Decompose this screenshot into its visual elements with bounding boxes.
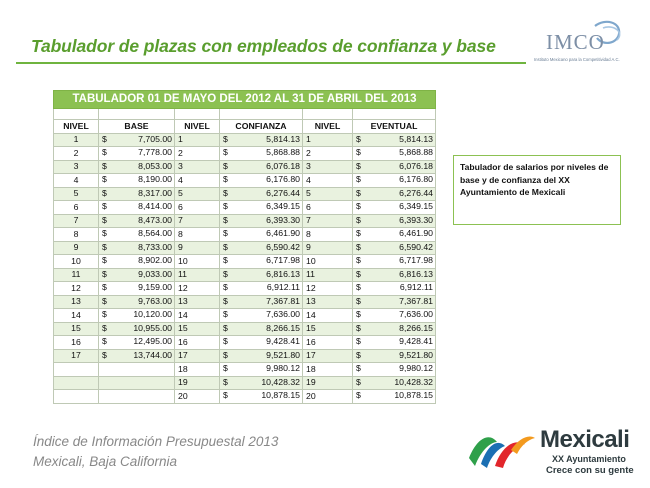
table-row	[54, 336, 436, 350]
level-cell: 11	[303, 268, 353, 282]
level-cell: 9	[303, 241, 353, 255]
mexicali-logo-name: Mexicali	[540, 426, 630, 453]
currency-symbol: $	[102, 309, 107, 319]
table-row	[54, 363, 436, 377]
amount-value: 6,912.11	[399, 282, 433, 292]
level-cell: 8	[54, 228, 99, 242]
amount-cell	[99, 295, 175, 309]
currency-symbol: $	[102, 187, 107, 198]
amount-cell	[220, 201, 303, 215]
currency-symbol: $	[102, 133, 107, 144]
currency-symbol: $	[356, 201, 361, 211]
currency-symbol: $	[356, 349, 361, 360]
amount-value: 9,428.41	[266, 336, 300, 346]
amount-value: 6,176.80	[266, 174, 300, 184]
level-cell: 8	[175, 228, 220, 242]
currency-symbol: $	[223, 255, 228, 265]
amount-value: 8,317.00	[138, 187, 172, 198]
footer-title: Índice de Información Presupuestal 2013	[33, 434, 279, 449]
amount-value: 9,521.80	[399, 349, 433, 360]
column-header: NIVEL	[303, 120, 353, 134]
amount-cell	[99, 133, 175, 147]
footer-location: Mexicali, Baja California	[33, 454, 178, 469]
table-row	[54, 255, 436, 269]
level-cell	[54, 376, 99, 390]
table-row	[54, 349, 436, 363]
table-row	[54, 322, 436, 336]
table-row	[54, 201, 436, 215]
amount-cell	[220, 336, 303, 350]
amount-value: 8,564.00	[138, 228, 172, 238]
table-row	[54, 282, 436, 296]
amount-value: 8,902.00	[138, 255, 172, 265]
amount-value: 6,393.30	[399, 214, 433, 225]
amount-cell	[99, 174, 175, 188]
amount-value: 9,980.12	[399, 363, 433, 373]
amount-cell	[353, 336, 436, 350]
currency-symbol: $	[223, 295, 228, 306]
amount-value: 6,461.90	[266, 228, 300, 238]
amount-cell	[353, 376, 436, 390]
currency-symbol: $	[356, 147, 361, 157]
currency-symbol: $	[356, 282, 361, 292]
table-row	[54, 187, 436, 201]
amount-value: 6,816.13	[399, 268, 433, 279]
level-cell: 17	[303, 349, 353, 363]
level-cell: 4	[175, 174, 220, 188]
currency-symbol: $	[223, 160, 228, 171]
amount-cell	[220, 255, 303, 269]
level-cell: 20	[175, 390, 220, 404]
amount-cell	[220, 228, 303, 242]
imco-logo-tagline: Instituto Mexicano para la Competitividad A.C.	[534, 57, 620, 62]
currency-symbol: $	[223, 322, 228, 333]
level-cell: 1	[175, 133, 220, 147]
amount-cell	[353, 309, 436, 323]
currency-symbol: $	[223, 174, 228, 184]
level-cell: 7	[303, 214, 353, 228]
amount-cell	[353, 147, 436, 161]
amount-value: 6,717.98	[266, 255, 300, 265]
level-cell: 3	[54, 160, 99, 174]
level-cell: 20	[303, 390, 353, 404]
amount-value: 8,053.00	[138, 160, 172, 171]
table-header-row	[54, 120, 436, 134]
level-cell: 7	[175, 214, 220, 228]
level-cell: 16	[54, 336, 99, 350]
table-row	[54, 390, 436, 404]
amount-cell	[99, 390, 175, 404]
currency-symbol: $	[223, 363, 228, 373]
level-cell: 3	[175, 160, 220, 174]
amount-value: 10,428.32	[261, 376, 300, 387]
amount-cell	[220, 268, 303, 282]
currency-symbol: $	[356, 133, 361, 144]
level-cell: 2	[54, 147, 99, 161]
amount-cell	[220, 309, 303, 323]
level-cell: 12	[54, 282, 99, 296]
mexicali-logo-mark	[467, 428, 537, 470]
amount-value: 5,868.88	[266, 147, 300, 157]
amount-cell	[220, 390, 303, 404]
level-cell: 19	[175, 376, 220, 390]
amount-cell	[353, 282, 436, 296]
currency-symbol: $	[356, 228, 361, 238]
amount-value: 7,636.00	[266, 309, 300, 319]
level-cell: 5	[54, 187, 99, 201]
amount-cell	[99, 187, 175, 201]
amount-cell	[99, 228, 175, 242]
level-cell: 13	[175, 295, 220, 309]
level-cell: 10	[303, 255, 353, 269]
level-cell: 17	[175, 349, 220, 363]
amount-cell	[99, 282, 175, 296]
level-cell: 14	[303, 309, 353, 323]
level-cell: 8	[303, 228, 353, 242]
currency-symbol: $	[223, 147, 228, 157]
amount-cell	[220, 214, 303, 228]
table-row	[54, 214, 436, 228]
amount-value: 8,266.15	[399, 322, 433, 333]
level-cell: 14	[175, 309, 220, 323]
currency-symbol: $	[356, 322, 361, 333]
amount-cell	[220, 376, 303, 390]
currency-symbol: $	[102, 349, 107, 360]
amount-cell	[353, 133, 436, 147]
page-title: Tabulador de plazas con empleados de confianza y base	[31, 36, 496, 56]
currency-symbol: $	[356, 336, 361, 346]
level-cell	[54, 363, 99, 377]
currency-symbol: $	[223, 241, 228, 252]
currency-symbol: $	[356, 295, 361, 306]
column-header: BASE	[99, 120, 175, 134]
amount-value: 6,349.15	[399, 201, 433, 211]
table-row	[54, 268, 436, 282]
amount-cell	[353, 160, 436, 174]
amount-value: 6,176.80	[399, 174, 433, 184]
column-header: CONFIANZA	[220, 120, 303, 134]
currency-symbol: $	[102, 160, 107, 171]
currency-symbol: $	[102, 322, 107, 333]
table-spacer-row	[54, 109, 436, 120]
table-row	[54, 160, 436, 174]
level-cell: 16	[303, 336, 353, 350]
amount-value: 8,473.00	[138, 214, 172, 225]
currency-symbol: $	[102, 214, 107, 225]
level-cell: 3	[303, 160, 353, 174]
amount-cell	[99, 268, 175, 282]
amount-value: 6,276.44	[399, 187, 433, 198]
table-row	[54, 376, 436, 390]
table-row	[54, 241, 436, 255]
mexicali-logo-line1: XX Ayuntamiento	[552, 454, 626, 464]
level-cell: 9	[175, 241, 220, 255]
amount-cell	[353, 187, 436, 201]
amount-cell	[220, 282, 303, 296]
amount-cell	[353, 241, 436, 255]
table-row	[54, 174, 436, 188]
level-cell: 16	[175, 336, 220, 350]
currency-symbol: $	[356, 390, 361, 400]
currency-symbol: $	[102, 282, 107, 292]
level-cell: 5	[175, 187, 220, 201]
column-header: EVENTUAL	[353, 120, 436, 134]
level-cell: 17	[54, 349, 99, 363]
amount-cell	[353, 255, 436, 269]
level-cell: 7	[54, 214, 99, 228]
level-cell: 6	[303, 201, 353, 215]
amount-value: 10,955.00	[133, 322, 172, 333]
currency-symbol: $	[356, 174, 361, 184]
level-cell	[54, 390, 99, 404]
level-cell: 14	[54, 309, 99, 323]
currency-symbol: $	[356, 255, 361, 265]
level-cell: 4	[303, 174, 353, 188]
amount-value: 7,367.81	[266, 295, 300, 306]
amount-value: 6,590.42	[266, 241, 300, 252]
amount-value: 13,744.00	[133, 349, 172, 360]
amount-value: 6,912.11	[266, 282, 300, 292]
amount-value: 9,763.00	[138, 295, 172, 306]
level-cell: 15	[175, 322, 220, 336]
level-cell: 11	[175, 268, 220, 282]
level-cell: 18	[175, 363, 220, 377]
amount-value: 8,190.00	[138, 174, 172, 184]
level-cell: 15	[54, 322, 99, 336]
currency-symbol: $	[356, 309, 361, 319]
amount-value: 7,778.00	[138, 147, 172, 157]
currency-symbol: $	[102, 336, 107, 346]
currency-symbol: $	[223, 187, 228, 198]
level-cell: 4	[54, 174, 99, 188]
amount-cell	[220, 160, 303, 174]
amount-cell	[99, 147, 175, 161]
level-cell: 12	[175, 282, 220, 296]
title-underline	[16, 62, 526, 64]
table-row	[54, 309, 436, 323]
currency-symbol: $	[223, 214, 228, 225]
currency-symbol: $	[356, 241, 361, 252]
amount-value: 9,521.80	[266, 349, 300, 360]
amount-value: 10,120.00	[133, 309, 172, 319]
level-cell: 2	[303, 147, 353, 161]
amount-cell	[99, 349, 175, 363]
amount-cell	[220, 295, 303, 309]
currency-symbol: $	[102, 268, 107, 279]
amount-value: 5,814.13	[266, 133, 300, 144]
amount-cell	[99, 160, 175, 174]
currency-symbol: $	[223, 282, 228, 292]
amount-cell	[99, 214, 175, 228]
level-cell: 15	[303, 322, 353, 336]
amount-cell	[220, 322, 303, 336]
amount-cell	[353, 349, 436, 363]
amount-value: 5,868.88	[399, 147, 433, 157]
currency-symbol: $	[356, 376, 361, 387]
currency-symbol: $	[223, 133, 228, 144]
amount-cell	[99, 201, 175, 215]
level-cell: 19	[303, 376, 353, 390]
level-cell: 13	[54, 295, 99, 309]
amount-cell	[353, 214, 436, 228]
amount-value: 10,878.15	[261, 390, 300, 400]
amount-value: 8,266.15	[266, 322, 300, 333]
amount-value: 6,076.18	[399, 160, 433, 171]
amount-cell	[353, 268, 436, 282]
amount-value: 8,733.00	[138, 241, 172, 252]
amount-value: 9,159.00	[138, 282, 172, 292]
amount-cell	[99, 255, 175, 269]
amount-cell	[99, 376, 175, 390]
amount-value: 6,393.30	[266, 214, 300, 225]
currency-symbol: $	[102, 174, 107, 184]
amount-value: 6,349.15	[266, 201, 300, 211]
amount-value: 6,076.18	[266, 160, 300, 171]
amount-value: 9,428.41	[399, 336, 433, 346]
currency-symbol: $	[356, 187, 361, 198]
level-cell: 5	[303, 187, 353, 201]
currency-symbol: $	[356, 214, 361, 225]
amount-cell	[353, 295, 436, 309]
currency-symbol: $	[102, 147, 107, 157]
table-row	[54, 228, 436, 242]
amount-value: 9,980.12	[266, 363, 300, 373]
currency-symbol: $	[102, 228, 107, 238]
amount-cell	[353, 228, 436, 242]
currency-symbol: $	[102, 255, 107, 265]
table-row	[54, 147, 436, 161]
column-header: NIVEL	[54, 120, 99, 134]
amount-cell	[220, 349, 303, 363]
amount-cell	[220, 147, 303, 161]
level-cell: 10	[175, 255, 220, 269]
amount-cell	[99, 322, 175, 336]
column-header: NIVEL	[175, 120, 220, 134]
level-cell: 13	[303, 295, 353, 309]
table-row	[54, 133, 436, 147]
level-cell: 1	[303, 133, 353, 147]
currency-symbol: $	[223, 349, 228, 360]
amount-cell	[220, 174, 303, 188]
currency-symbol: $	[223, 376, 228, 387]
amount-value: 5,814.13	[399, 133, 433, 144]
currency-symbol: $	[102, 295, 107, 306]
level-cell: 12	[303, 282, 353, 296]
description-note: Tabulador de salarios por niveles de base y de confianza del XX Ayuntamiento de Mexicali	[453, 155, 621, 225]
amount-cell	[99, 363, 175, 377]
amount-value: 12,495.00	[133, 336, 172, 346]
amount-cell	[220, 363, 303, 377]
currency-symbol: $	[356, 363, 361, 373]
mexicali-logo-line2: Crece con su gente	[546, 465, 634, 476]
amount-cell	[353, 174, 436, 188]
amount-cell	[220, 187, 303, 201]
level-cell: 6	[175, 201, 220, 215]
amount-value: 10,878.15	[394, 390, 433, 400]
amount-value: 6,590.42	[399, 241, 433, 252]
amount-cell	[353, 201, 436, 215]
amount-cell	[220, 241, 303, 255]
amount-value: 6,816.13	[266, 268, 300, 279]
amount-cell	[353, 322, 436, 336]
imco-logo-name: IMCO	[546, 30, 605, 54]
table-heading: TABULADOR 01 DE MAYO DEL 2012 AL 31 DE ABRIL DEL 2013	[54, 91, 436, 109]
amount-value: 7,636.00	[399, 309, 433, 319]
currency-symbol: $	[102, 201, 107, 211]
amount-cell	[353, 363, 436, 377]
amount-cell	[353, 390, 436, 404]
amount-cell	[99, 309, 175, 323]
salary-table	[53, 90, 436, 404]
level-cell: 11	[54, 268, 99, 282]
currency-symbol: $	[356, 268, 361, 279]
amount-cell	[99, 241, 175, 255]
table-row	[54, 295, 436, 309]
currency-symbol: $	[223, 268, 228, 279]
level-cell: 2	[175, 147, 220, 161]
currency-symbol: $	[223, 309, 228, 319]
amount-value: 7,705.00	[138, 133, 172, 144]
level-cell: 18	[303, 363, 353, 377]
amount-value: 10,428.32	[394, 376, 433, 387]
amount-value: 6,276.44	[266, 187, 300, 198]
currency-symbol: $	[223, 201, 228, 211]
amount-value: 8,414.00	[138, 201, 172, 211]
amount-value: 6,717.98	[399, 255, 433, 265]
currency-symbol: $	[223, 228, 228, 238]
amount-cell	[220, 133, 303, 147]
currency-symbol: $	[223, 336, 228, 346]
level-cell: 10	[54, 255, 99, 269]
amount-value: 7,367.81	[399, 295, 433, 306]
amount-cell	[99, 336, 175, 350]
amount-value: 6,461.90	[399, 228, 433, 238]
level-cell: 9	[54, 241, 99, 255]
currency-symbol: $	[356, 160, 361, 171]
amount-value: 9,033.00	[138, 268, 172, 279]
currency-symbol: $	[102, 241, 107, 252]
level-cell: 6	[54, 201, 99, 215]
currency-symbol: $	[223, 390, 228, 400]
level-cell: 1	[54, 133, 99, 147]
